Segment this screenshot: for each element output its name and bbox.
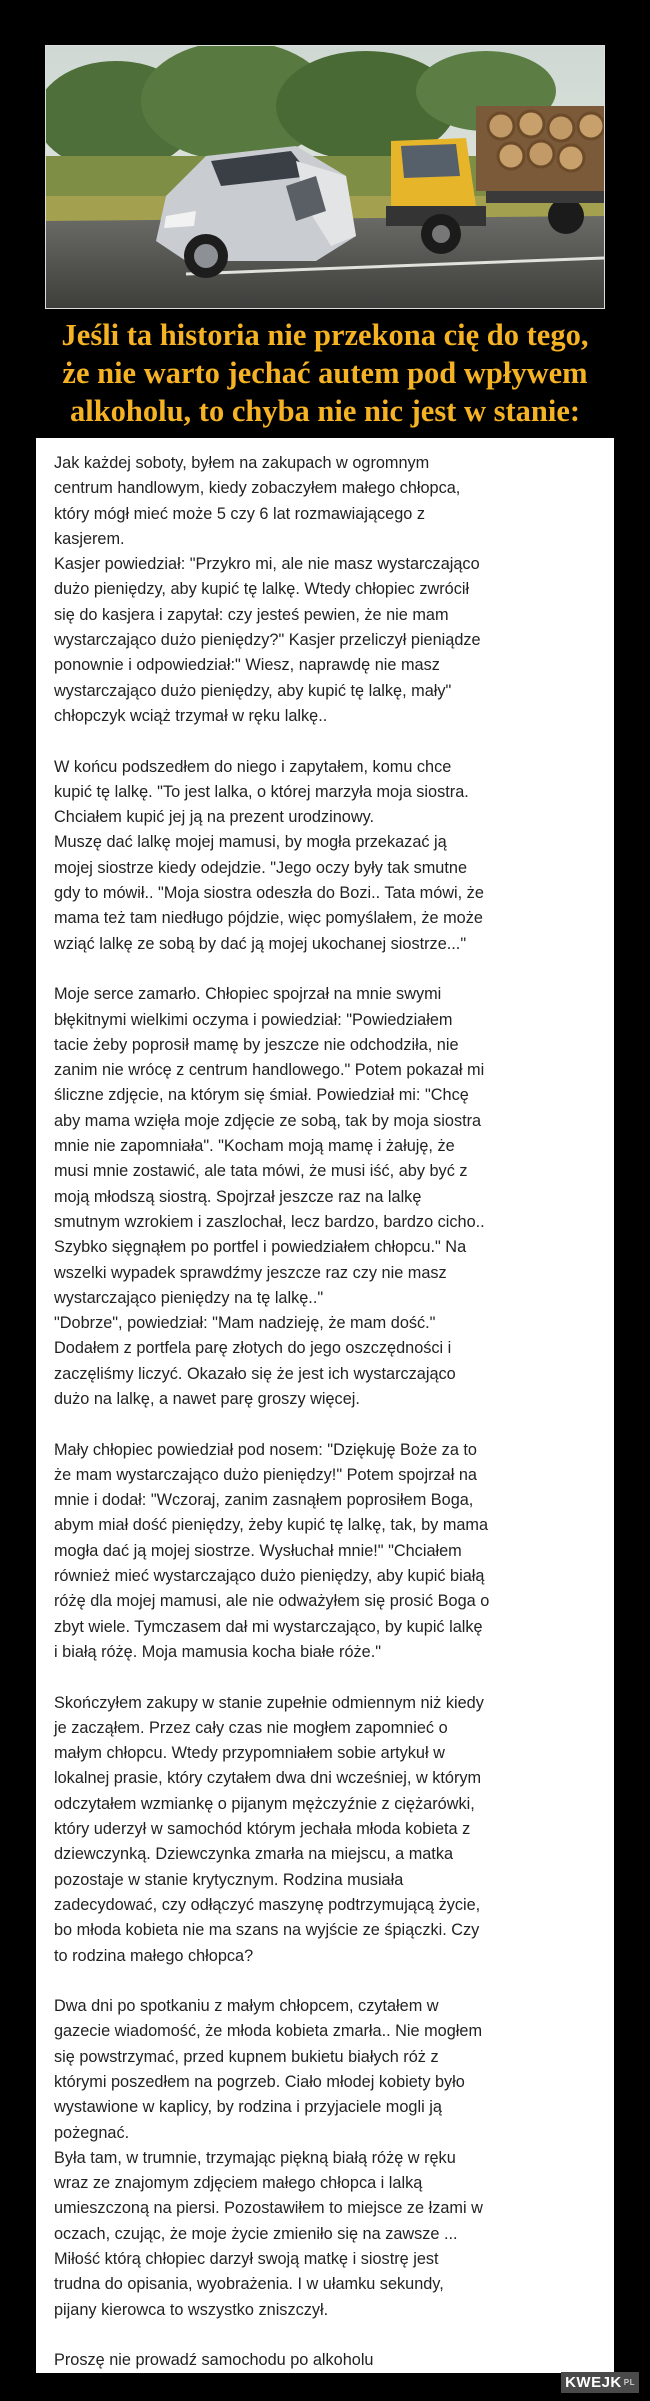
- story-line: W końcu podszedłem do niego i zapytałem, komu chce: [54, 757, 452, 776]
- story-line: pijany kierowca to wszystko zniszczył.: [54, 2300, 329, 2319]
- story-line: kupić tę lalkę. "To jest lalka, o której marzyła moja siostra.: [54, 782, 469, 801]
- story-line: zadecydować, czy odłączyć maszynę podtrzymującą życie,: [54, 1895, 481, 1914]
- watermark-suffix: PL: [623, 2378, 635, 2387]
- story-line: oczach, czując, że moje życie zmieniło się na zawsze ...: [54, 2224, 458, 2243]
- story-line: wystarczająco dużo pieniędzy, aby kupić tę lalkę, mały": [54, 681, 452, 700]
- story-line: którymi poszedłem na pogrzeb. Ciało młodej kobiety było: [54, 2073, 465, 2091]
- story-line: abym miał dość pieniędzy, żeby kupić tę lalkę, tak, by mama: [54, 1516, 489, 1535]
- story-line: dużo na lalkę, a nawet parę groszy więcej.: [54, 1389, 360, 1408]
- story-line: się do kasjera i zapytał: czy jesteś pewien, że nie mam: [54, 605, 449, 624]
- story-line: mojej siostrze kiedy odejdzie. "Jego oczy były tak smutne: [54, 858, 467, 877]
- headline-line: alkoholu, to chyba nie nic jest w stanie:: [69, 394, 581, 428]
- story-line: mama też tam niedługo pójdzie, więc pomyślałem, że może: [54, 909, 483, 928]
- story-line: musi mnie zostawić, ale tata mówi, że musi iść, aby być z: [54, 1162, 468, 1181]
- story-line: moją młodszą siostrą. Spojrzał jeszcze raz na lalkę: [54, 1187, 422, 1206]
- story-line: wraz ze znajomym zdjęciem małego chłopca i lalką: [54, 2174, 423, 2193]
- story-line: gazecie wiadomość, że młoda kobieta zmarła.. Nie mogłem: [54, 2022, 483, 2041]
- story-line: zanim nie wrócę z centrum handlowego." Potem pokazał mi: [54, 1061, 485, 1080]
- story-line: również mieć wystarczająco dużo pieniędzy, aby kupić białą: [54, 1567, 485, 1586]
- paragraph-gap: [54, 1969, 610, 1994]
- story-line: Skończyłem zakupy w stanie zupełnie odmiennym niż kiedy: [54, 1693, 484, 1712]
- story-line: aby mama wzięła moje zdjęcie ze sobą, tak by moja siostra: [54, 1111, 482, 1130]
- story-line: to rodzina małego chłopca?: [54, 1946, 254, 1965]
- story-line: mogła dać ją mojej siostrze. Wysłuchał mnie!" "Chciałem: [54, 1541, 462, 1560]
- story-line: Muszę dać lalkę mojej mamusi, by mogła przekazać ją: [54, 833, 447, 852]
- story-line: smutnym wzrokiem i zaszlochał, lecz bardzo, bardzo cicho..: [54, 1212, 485, 1231]
- story-line: mnie i dodał: "Wczoraj, zanim zasnąłem poprosiłem Boga,: [54, 1491, 474, 1510]
- watermark-brand: KWEJK: [565, 2374, 622, 2391]
- story-line: mnie nie zapomniała". "Kocham moją mamę i żałuję, że: [54, 1137, 455, 1156]
- story-line: wystarczająco dużo pieniędzy?" Kasjer przeliczył pieniądze: [54, 631, 481, 650]
- story-line: centrum handlowym, kiedy zobaczyłem małego chłopca,: [54, 479, 461, 498]
- story-line: bo młoda kobieta nie ma szans na wyjście ze śpiączki. Czy: [54, 1921, 480, 1940]
- paragraph-gap: [54, 1665, 610, 1690]
- story-closing-line: Proszę nie prowadź samochodu po alkoholu: [54, 2351, 374, 2370]
- story-line: tacie żeby poprosił mamę by jeszcze nie odchodziła, nie: [54, 1035, 459, 1054]
- story-line: który mógł mieć może 5 czy 6 lat rozmawiającego z: [54, 504, 425, 523]
- story-line: się powstrzymać, przed kupnem bukietu białych róż z: [54, 2047, 439, 2066]
- story-line: umieszczoną na piersi. Pozostawiłem to miejsce ze łzami w: [54, 2199, 483, 2218]
- story-panel: [36, 438, 614, 2373]
- story-line: Chciałem kupić jej ją na prezent urodzinowy.: [54, 808, 375, 827]
- story-text: [54, 451, 610, 2374]
- story-line: który uderzył w samochód którym jechała młoda kobieta z: [54, 1820, 471, 1839]
- story-line: Miłość którą chłopiec darzył swoją matkę i siostrę jest: [54, 2250, 439, 2269]
- accident-photo: [45, 45, 605, 309]
- story-line: wziąć lalkę ze sobą by dać ją mojej ukochanej siostrze...": [54, 934, 467, 953]
- story-line: dużo pieniędzy, aby kupić tę lalkę. Wtedy chłopiec zwrócił: [54, 580, 470, 599]
- story-line: gdy to mówił.. "Moja siostra odeszła do Bozi.. Tata mówi, że: [54, 884, 484, 903]
- story-line: różę dla mojej mamusi, ale nie odważyłem się prosić Boga o: [54, 1592, 490, 1611]
- accident-photo-illustration: [46, 46, 604, 308]
- paragraph-gap: [54, 2323, 610, 2348]
- story-line: pozostaje w stanie krytycznym. Rodzina musiała: [54, 1870, 404, 1889]
- paragraph-gap: [54, 957, 610, 982]
- site-watermark: [561, 2372, 639, 2393]
- story-line: ponownie i odpowiedział:" Wiesz, naprawdę nie masz: [54, 656, 440, 675]
- paragraph-gap: [54, 1412, 610, 1437]
- story-line: Szybko sięgnąłem po portfel i powiedziałem chłopcu." Na: [54, 1238, 467, 1257]
- story-line: Dwa dni po spotkaniu z małym chłopcem, czytałem w: [54, 1997, 439, 2016]
- paragraph-gap: [54, 729, 610, 754]
- story-line: Była tam, w trumnie, trzymając piękną białą różę w ręku: [54, 2148, 456, 2167]
- story-line: wystawione w kaplicy, by rodzina i przyjaciele mogli ją: [54, 2098, 442, 2117]
- story-line: odczytałem wzmiankę o pijanym mężczyźnie z ciężarówki,: [54, 1794, 475, 1813]
- story-line: że mam wystarczająco dużo pieniędzy!" Potem spojrzał na: [54, 1465, 477, 1484]
- headline-line: że nie warto jechać autem pod wpływem: [62, 356, 588, 390]
- story-line: kasjerem.: [54, 529, 125, 548]
- story-line: zaczęliśmy liczyć. Okazało się że jest ich wystarczająco: [54, 1364, 456, 1383]
- story-line: Mały chłopiec powiedział pod nosem: "Dziękuję Boże za to: [54, 1440, 477, 1459]
- story-line: wystarczająco pieniędzy na tę lalkę..": [54, 1288, 324, 1307]
- story-line: je zacząłem. Przez cały czas nie mogłem zapomnieć o: [54, 1718, 448, 1737]
- story-line: Kasjer powiedział: "Przykro mi, ale nie masz wystarczająco: [54, 555, 480, 574]
- story-line: zbyt wiele. Tymczasem dał mi wystarczająco, by kupić lalkę: [54, 1617, 483, 1636]
- story-line: Dodałem z portfela parę złotych do jego oszczędności i: [54, 1339, 452, 1358]
- story-line: wszelki wypadek sprawdźmy jeszcze raz czy nie masz: [54, 1263, 447, 1282]
- headline: [0, 316, 650, 430]
- story-line: lokalnej prasie, który czytałem dwa dni wcześniej, w którym: [54, 1769, 482, 1788]
- story-line: trudna do opisania, wyobrażenia. I w ułamku sekundy,: [54, 2275, 444, 2294]
- story-line: i białą różę. Moja mamusia kocha białe róże.": [54, 1642, 382, 1661]
- story-line: błękitnymi wielkimi oczyma i powiedział: "Powiedziałem: [54, 1010, 453, 1029]
- story-line: małym chłopcu. Wtedy przypomniałem sobie artykuł w: [54, 1744, 445, 1763]
- story-line: dziewczynką. Dziewczynka zmarła na miejscu, a matka: [54, 1845, 454, 1864]
- story-line: pożegnać.: [54, 2123, 130, 2142]
- story-line: "Dobrze", powiedział: "Mam nadzieję, że mam dość.": [54, 1314, 436, 1333]
- story-line: Moje serce zamarło. Chłopiec spojrzał na mnie swymi: [54, 985, 442, 1004]
- headline-line: Jeśli ta historia nie przekona cię do tego,: [61, 318, 589, 352]
- story-line: śliczne zdjęcie, na którym się śmiał. Powiedział mi: "Chcę: [54, 1086, 469, 1105]
- story-line: Jak każdej soboty, byłem na zakupach w ogromnym: [54, 454, 430, 472]
- story-line: chłopczyk wciąż trzymał w ręku lalkę..: [54, 706, 328, 725]
